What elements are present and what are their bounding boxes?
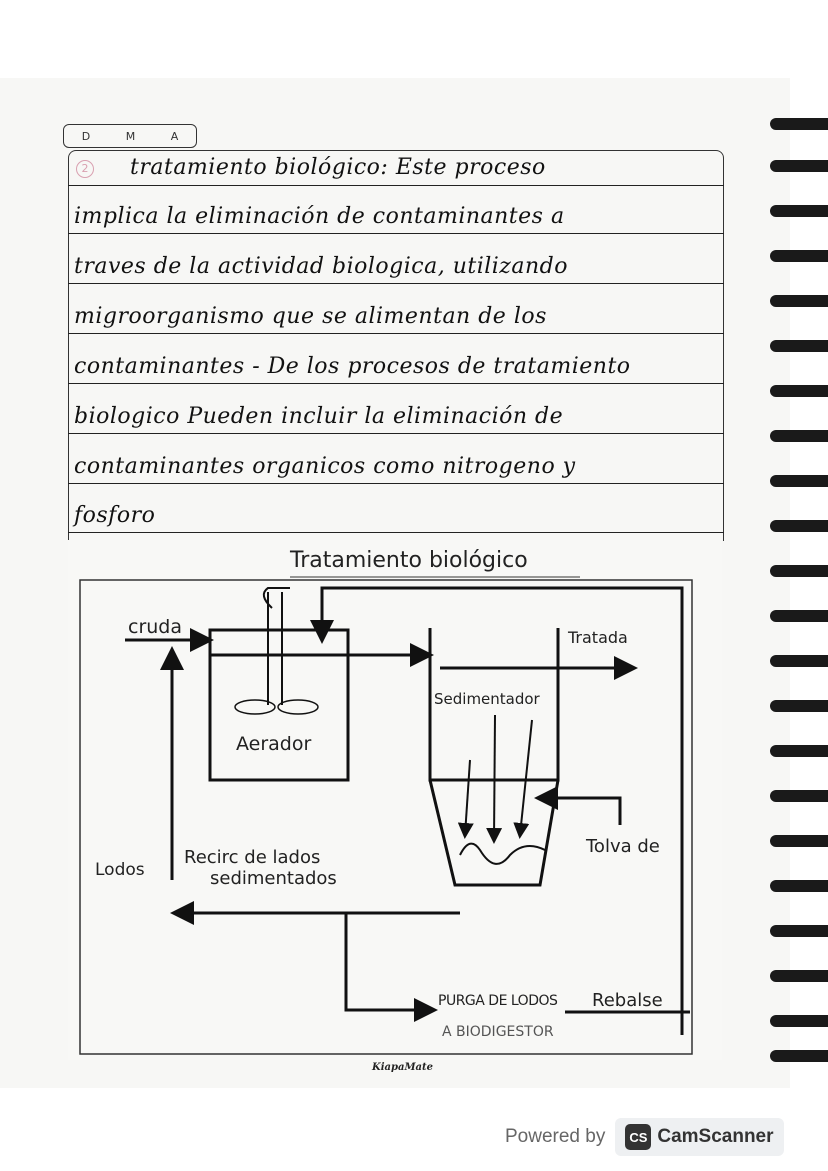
date-month-label: M: [125, 129, 136, 143]
note-line: traves de la actividad biologica, utilizando: [74, 254, 569, 279]
date-day-label: D: [81, 129, 91, 143]
item-number: 2: [76, 160, 94, 178]
note-line: migroorganismo que se alimentan de los: [74, 304, 547, 329]
note-line: contaminantes - De los procesos de tratamiento: [74, 354, 631, 379]
label-recirc-1: Recirc de lados: [184, 847, 321, 868]
date-year-label: A: [170, 129, 179, 143]
diagram-title: Tratamiento biológico: [290, 548, 528, 573]
settling-arrow: [494, 715, 495, 840]
label-biodigestor: A BIODIGESTOR: [442, 1024, 554, 1040]
note-line: fosforo: [74, 503, 156, 528]
label-lodos: Lodos: [95, 860, 145, 880]
camscanner-badge: [615, 1118, 783, 1156]
camscanner-brand: CamScanner: [657, 1126, 774, 1147]
powered-by-text: Powered by: [505, 1126, 606, 1147]
note-line: biologico Pueden incluir la eliminación de: [74, 404, 564, 429]
label-tolva: Tolva de: [586, 836, 660, 857]
note-line: implica la eliminación de contaminantes a: [74, 204, 565, 229]
camscanner-footer: [505, 1118, 784, 1156]
label-purga: PURGA DE LODOS: [438, 993, 558, 1009]
notebook-brand-logo: KiapaMate: [372, 1062, 433, 1073]
label-tratada: Tratada: [568, 628, 628, 647]
note-line: tratamiento biológico: Este proceso: [130, 155, 546, 180]
camscanner-logo-icon: CS: [625, 1124, 651, 1150]
label-cruda: cruda: [128, 616, 183, 638]
label-rebalse: Rebalse: [592, 990, 663, 1011]
note-line: contaminantes organicos como nitrogeno y: [74, 454, 576, 479]
label-aerador: Aerador: [236, 733, 312, 755]
label-recirc-2: sedimentados: [210, 868, 337, 889]
label-sedimentador: Sedimentador: [434, 690, 540, 708]
